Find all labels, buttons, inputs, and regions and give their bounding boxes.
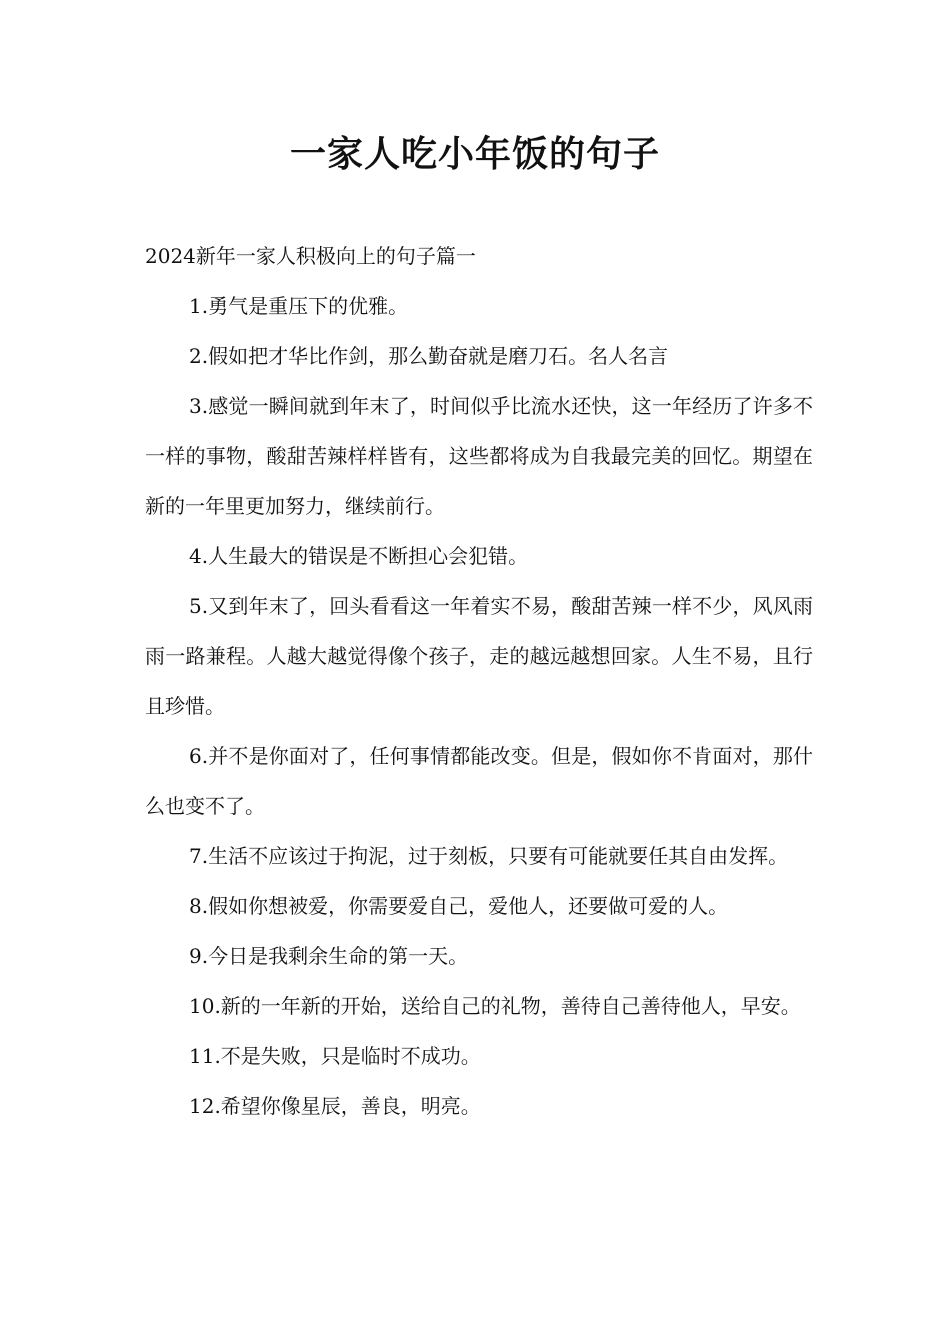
list-item: 8.假如你想被爱，你需要爱自己，爱他人，还要做可爱的人。 bbox=[189, 894, 729, 918]
list-item: 11.不是失败，只是临时不成功。 bbox=[189, 1044, 481, 1068]
list-item: 9.今日是我剩余生命的第一天。 bbox=[189, 944, 469, 968]
list-item: 5.又到年末了，回头看看这一年着实不易，酸甜苦辣一样不少，风风雨雨一路兼程。人越大越觉得像个孩子，走的越远越想回家。人生不易，且行且珍惜。 bbox=[145, 594, 813, 718]
list-item: 7.生活不应该过于拘泥，过于刻板，只要有可能就要任其自由发挥。 bbox=[189, 844, 789, 868]
list-item: 2.假如把才华比作剑，那么勤奋就是磨刀石。名人名言 bbox=[189, 344, 669, 368]
list-item: 3.感觉一瞬间就到年末了，时间似乎比流水还快，这一年经历了许多不一样的事物，酸甜苦辣样样皆有，这些都将成为自我最完美的回忆。期望在新的一年里更加努力，继续前行。 bbox=[145, 394, 813, 518]
document-title: 一家人吃小年饭的句子 bbox=[289, 134, 660, 175]
list-item: 4.人生最大的错误是不断担心会犯错。 bbox=[189, 544, 529, 568]
list-item: 10.新的一年新的开始，送给自己的礼物，善待自己善待他人，早安。 bbox=[189, 994, 801, 1018]
section-heading: 2024新年一家人积极向上的句子篇一 bbox=[145, 244, 476, 268]
list-item: 12.希望你像星辰，善良，明亮。 bbox=[189, 1094, 481, 1118]
list-item: 6.并不是你面对了，任何事情都能改变。但是，假如你不肯面对，那什么也变不了。 bbox=[145, 744, 813, 818]
list-item: 1.勇气是重压下的优雅。 bbox=[189, 294, 409, 318]
document-body bbox=[145, 231, 813, 1131]
